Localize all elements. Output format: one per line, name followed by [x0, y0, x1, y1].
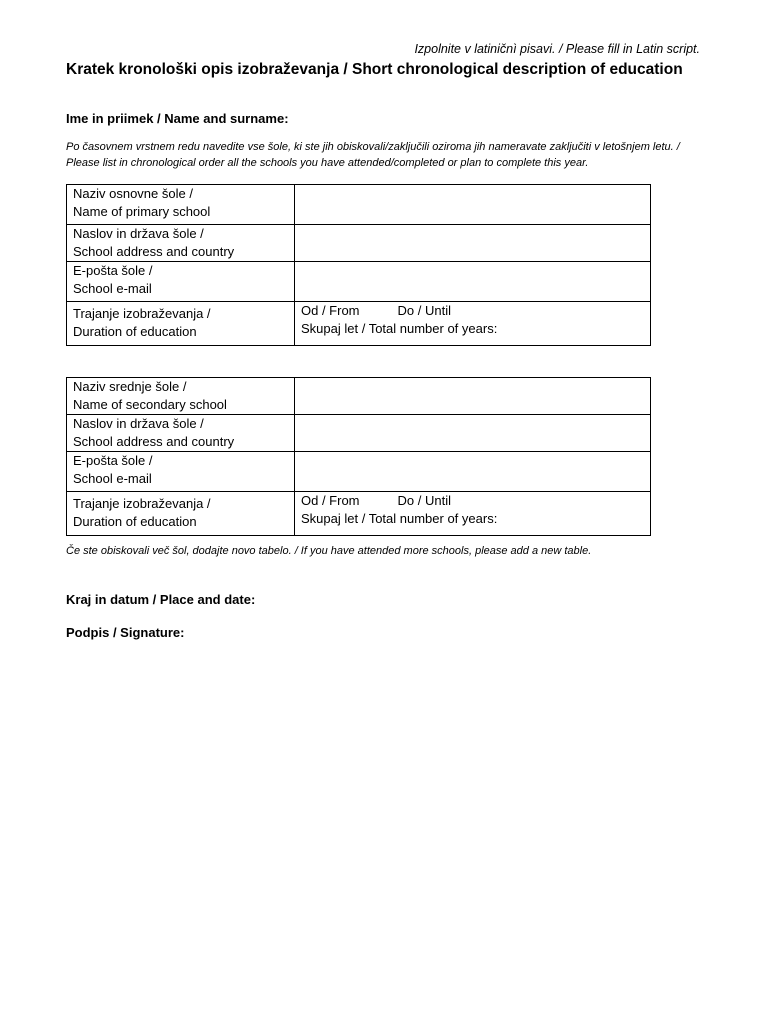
primary-school-table [66, 184, 651, 346]
table-row [67, 415, 651, 452]
label-line: Naslov in država šole / [73, 416, 204, 431]
label-line: School e-mail [73, 471, 152, 486]
label-line: Trajanje izobraževanja / [73, 496, 211, 511]
secondary-school-address-field[interactable] [295, 415, 651, 452]
label-line: School address and country [73, 434, 235, 449]
primary-school-address-field[interactable] [295, 225, 651, 262]
primary-duration-field[interactable] [295, 302, 651, 346]
secondary-school-name-field[interactable] [295, 378, 651, 415]
label-line: Trajanje izobraževanja / [73, 306, 211, 321]
total-years-label: Skupaj let / Total number of years: [301, 511, 498, 526]
secondary-school-email-label [67, 452, 295, 492]
script-note: Izpolnite v latiničnì pisavi. / Please fill in Latin script. [414, 42, 700, 56]
page-title: Kratek kronološki opis izobraževanja / Short chronological description of education [66, 61, 683, 78]
from-label: Od / From [301, 303, 360, 318]
until-label: Do / Until [397, 493, 451, 508]
label-line: Naslov in država šole / [73, 226, 204, 241]
label-line: Name of primary school [73, 204, 211, 219]
table-row [67, 185, 651, 225]
secondary-school-table [66, 377, 651, 536]
add-table-note: Če ste obiskovali več šol, dodajte novo tabelo. / If you have attended more schools, please add a new table. [66, 545, 592, 557]
table-row [67, 492, 651, 536]
table-row [67, 225, 651, 262]
total-years-label: Skupaj let / Total number of years: [301, 321, 498, 336]
label-line: School e-mail [73, 281, 152, 296]
label-line: Duration of education [73, 324, 197, 339]
table-row [67, 262, 651, 302]
label-line: Naziv srednje šole / [73, 379, 187, 394]
primary-school-address-label [67, 225, 295, 262]
from-label: Od / From [301, 493, 360, 508]
table-row [67, 302, 651, 346]
label-line: School address and country [73, 244, 235, 259]
place-date-label: Kraj in datum / Place and date: [66, 592, 256, 607]
duration-from-until [301, 302, 644, 320]
primary-school-email-field[interactable] [295, 262, 651, 302]
until-label: Do / Until [397, 303, 451, 318]
name-surname-label: Ime in priimek / Name and surname: [66, 111, 289, 126]
instructions-text: Po časovnem vrstnem redu navedite vse šole, ki ste jih obiskovali/zaključili oziroma jih nameravate zaključiti v letošnjem letu. / Please list in chronological order all the schools you have attended/completed or plan to complete this year. [66, 141, 680, 169]
duration-from-until [301, 492, 644, 510]
secondary-duration-label [67, 492, 295, 536]
primary-duration-label [67, 302, 295, 346]
secondary-school-address-label [67, 415, 295, 452]
table-row [67, 452, 651, 492]
secondary-school-name-label [67, 378, 295, 415]
secondary-school-email-field[interactable] [295, 452, 651, 492]
label-line: Naziv osnovne šole / [73, 186, 193, 201]
primary-school-name-label [67, 185, 295, 225]
secondary-duration-field[interactable] [295, 492, 651, 536]
signature-label: Podpis / Signature: [66, 625, 185, 640]
label-line: E-pošta šole / [73, 263, 153, 278]
label-line: Duration of education [73, 514, 197, 529]
table-row [67, 378, 651, 415]
label-line: E-pošta šole / [73, 453, 153, 468]
label-line: Name of secondary school [73, 397, 227, 412]
primary-school-email-label [67, 262, 295, 302]
primary-school-name-field[interactable] [295, 185, 651, 225]
